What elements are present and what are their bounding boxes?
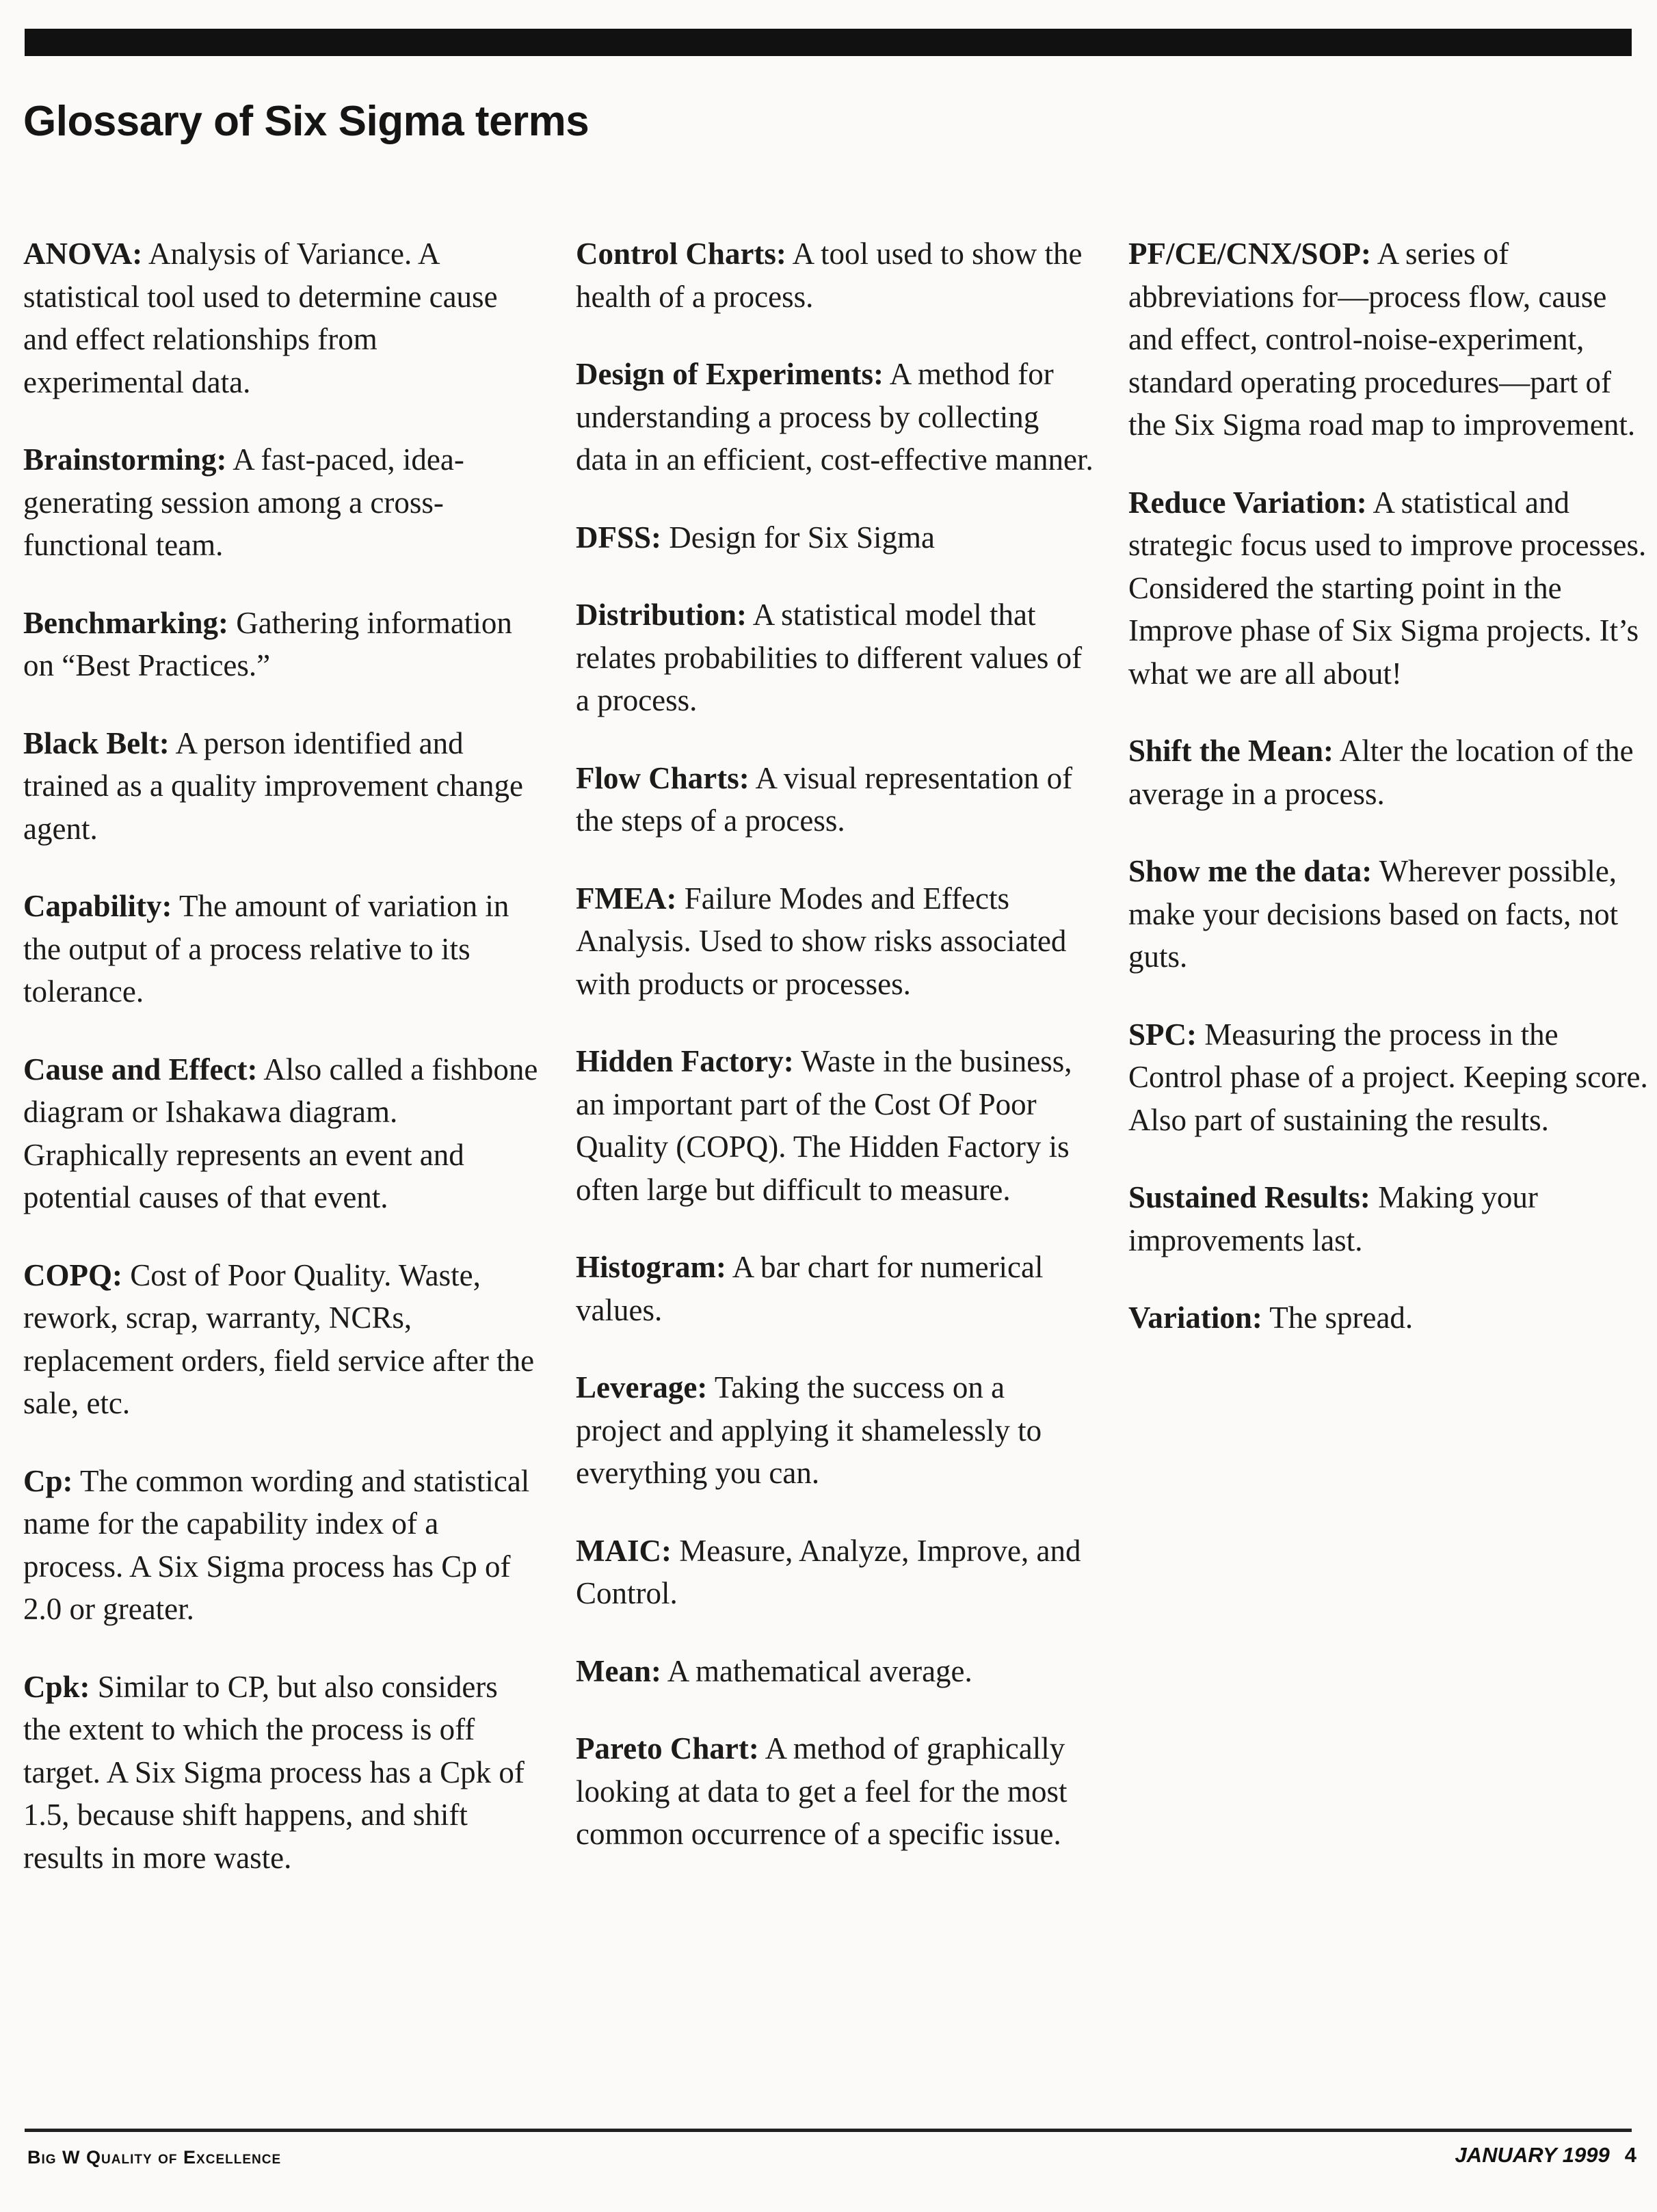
glossary-term: Pareto Chart:	[576, 1731, 759, 1765]
glossary-term: Brainstorming:	[23, 442, 227, 477]
glossary-term: Design of Experiments:	[576, 357, 884, 391]
page-title: Glossary of Six Sigma terms	[23, 98, 589, 145]
glossary-definition: Similar to CP, but also considers the extent to which the process is off target. A Six Sigma process has a Cpk of 1.5, because shift happens, and shift results in more waste.	[23, 1669, 525, 1875]
footer-date-page	[1455, 2143, 1636, 2168]
glossary-term: Control Charts:	[576, 237, 786, 271]
glossary-term: SPC:	[1128, 1017, 1197, 1052]
glossary-definition: A visual representation of the steps of a process.	[576, 760, 1073, 838]
glossary-entry	[23, 602, 543, 687]
glossary-entry	[23, 232, 543, 403]
footer-rule	[25, 2129, 1632, 2132]
glossary-entry	[23, 885, 543, 1013]
glossary-entry	[576, 1246, 1096, 1331]
glossary-definition: A method of graphically looking at data to get a feel for the most common occurrence of a specific issue.	[576, 1731, 1068, 1851]
glossary-definition: The common wording and statistical name for the capability index of a process. A Six Sigma process has Cp of 2.0 or greater.	[23, 1463, 530, 1626]
glossary-entry	[576, 1727, 1096, 1856]
glossary-definition: Wherever possible, make your decisions based on facts, not guts.	[1128, 854, 1619, 974]
glossary-column-3	[1128, 232, 1648, 1374]
header-rule	[25, 29, 1632, 56]
glossary-term: Flow Charts:	[576, 760, 750, 795]
footer-publication: Big W Quality of Excellence	[27, 2147, 282, 2168]
glossary-definition: A tool used to show the health of a process.	[576, 237, 1083, 314]
glossary-entry	[576, 353, 1096, 481]
glossary-definition: A person identified and trained as a quality improvement change agent.	[23, 725, 523, 846]
glossary-term: MAIC:	[576, 1533, 672, 1568]
glossary-term: Hidden Factory:	[576, 1044, 794, 1078]
glossary-column-2	[576, 232, 1096, 1891]
glossary-entry	[23, 722, 543, 851]
glossary-term: COPQ:	[23, 1257, 122, 1292]
glossary-definition: Design for Six Sigma	[661, 520, 936, 555]
glossary-term: Black Belt:	[23, 725, 170, 760]
glossary-entry	[23, 1048, 543, 1219]
glossary-entry	[23, 1254, 543, 1425]
glossary-definition: Analysis of Variance. A statistical tool used to determine cause and effect relationships from experimental data.	[23, 237, 498, 399]
footer-date: JANUARY 1999	[1455, 2143, 1610, 2167]
glossary-term: Distribution:	[576, 598, 747, 632]
glossary-entry	[23, 1666, 543, 1880]
glossary-entry	[576, 1650, 1096, 1693]
glossary-definition: Making your improvements last.	[1128, 1180, 1538, 1257]
glossary-definition: Alter the location of the average in a process.	[1128, 734, 1634, 811]
glossary-term: Benchmarking:	[23, 605, 229, 640]
glossary-entry	[1128, 730, 1648, 815]
glossary-term: DFSS:	[576, 520, 662, 555]
glossary-definition: The spread.	[1262, 1301, 1414, 1335]
glossary-term: Shift the Mean:	[1128, 734, 1334, 768]
glossary-entry	[1128, 1296, 1648, 1340]
glossary-entry	[23, 438, 543, 567]
glossary-entry	[576, 1530, 1096, 1615]
glossary-definition: Measure, Analyze, Improve, and Control.	[576, 1533, 1081, 1610]
glossary-term: Histogram:	[576, 1250, 726, 1284]
glossary-term: PF/CE/CNX/SOP:	[1128, 237, 1371, 271]
glossary-definition: Cost of Poor Quality. Waste, rework, scrap, warranty, NCRs, replacement orders, field service after the sale, etc.	[23, 1257, 535, 1420]
glossary-term: Show me the data:	[1128, 854, 1373, 888]
glossary-term: Cp:	[23, 1463, 73, 1498]
glossary-entry	[1128, 481, 1648, 695]
glossary-definition: Measuring the process in the Control phase of a project. Keeping score. Also part of sustaining the results.	[1128, 1017, 1648, 1137]
glossary-column-1	[23, 232, 543, 1914]
glossary-definition: A mathematical average.	[661, 1653, 972, 1688]
glossary-definition: Taking the success on a project and applying it shamelessly to everything you can.	[576, 1370, 1042, 1490]
glossary-definition: Waste in the business, an important part of the Cost Of Poor Quality (COPQ). The Hidden Factory is often large but difficult to measure.	[576, 1044, 1072, 1207]
glossary-entry	[1128, 1013, 1648, 1142]
glossary-term: FMEA:	[576, 881, 677, 916]
glossary-term: Variation:	[1128, 1301, 1262, 1335]
glossary-entry	[1128, 232, 1648, 447]
glossary-entry	[1128, 850, 1648, 978]
glossary-term: Capability:	[23, 889, 172, 923]
glossary-term: Mean:	[576, 1653, 661, 1688]
glossary-entry	[576, 877, 1096, 1006]
glossary-term: Cpk:	[23, 1669, 90, 1704]
glossary-entry	[576, 516, 1096, 559]
glossary-term: ANOVA:	[23, 237, 143, 271]
glossary-definition: The amount of variation in the output of a process relative to its tolerance.	[23, 889, 509, 1009]
glossary-entry	[23, 1460, 543, 1631]
glossary-entry	[576, 1366, 1096, 1495]
glossary-definition: A bar chart for numerical values.	[576, 1250, 1044, 1327]
glossary-entry	[1128, 1176, 1648, 1262]
glossary-definition: A statistical and strategic focus used to improve processes. Considered the starting point in the Improve phase of Six Sigma projects. It’s what we are all about!	[1128, 485, 1647, 691]
glossary-term: Reduce Variation:	[1128, 485, 1367, 520]
glossary-definition: A statistical model that relates probabilities to different values of a process.	[576, 598, 1083, 717]
glossary-term: Sustained Results:	[1128, 1180, 1370, 1214]
page-number: 4	[1624, 2143, 1636, 2167]
glossary-definition: Also called a fishbone diagram or Ishakawa diagram. Graphically represents an event and potential causes of that event.	[23, 1052, 538, 1214]
glossary-term: Leverage:	[576, 1370, 708, 1404]
glossary-entry	[576, 594, 1096, 722]
glossary-definition: Failure Modes and Effects Analysis. Used to show risks associated with products or processes.	[576, 881, 1067, 1001]
glossary-entry	[576, 232, 1096, 318]
glossary-definition: A fast-paced, idea-generating session among a cross-functional team.	[23, 442, 464, 562]
glossary-definition: A method for understanding a process by collecting data in an efficient, cost-effective manner.	[576, 357, 1093, 477]
glossary-term: Cause and Effect:	[23, 1052, 258, 1087]
glossary-definition: A series of abbreviations for—process flow, cause and effect, control-noise-experiment, standard operating procedures—part of the Six Sigma road map to improvement.	[1128, 237, 1636, 442]
glossary-entry	[576, 1040, 1096, 1211]
glossary-definition: Gathering information on “Best Practices.”	[23, 605, 512, 682]
glossary-entry	[576, 757, 1096, 842]
